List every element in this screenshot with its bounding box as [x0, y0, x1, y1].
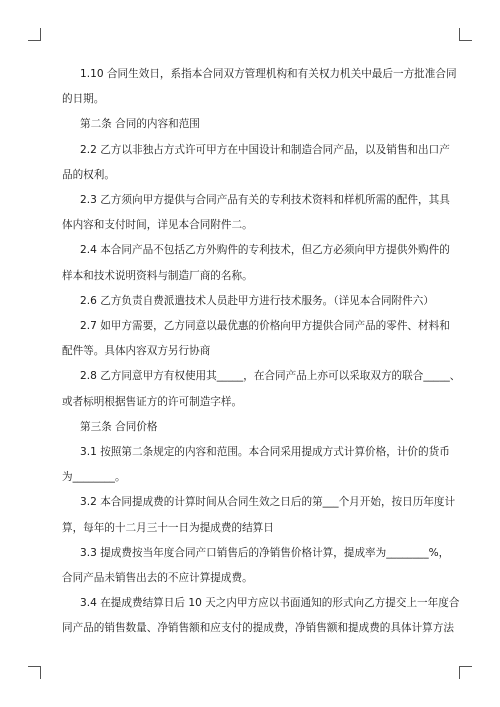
crop-mark-bottom-right	[459, 666, 472, 679]
text-line: 合同产品未销售出去的不应计算提成费。	[62, 572, 253, 585]
text-line: 2.8 乙方同意甲方有权使用其_____，在合同产品上亦可以采取双方的联合_____、	[80, 370, 461, 383]
text-line: 2.4 本合同产品不包括乙方外购件的专利技术，但乙方必须向甲方提供外购件的	[80, 244, 450, 257]
text-line: 为________。	[62, 471, 126, 484]
text-line: 或者标明根据售证方的许可制造字样。	[62, 395, 243, 408]
text-line: 2.2 乙方以非独占方式许可甲方在中国设计和制造合同产品，以及销售和出口产	[80, 143, 450, 156]
crop-mark-bottom-left	[28, 666, 41, 679]
text-line: 3.2 本合同提成费的计算时间从合同生效之日后的第___个月开始，按日历年度计	[80, 496, 456, 509]
text-line: 3.3 提成费按当年度合同产口销售后的净销售价格计算，提成率为________%，	[80, 546, 450, 559]
crop-mark-top-right	[459, 28, 472, 41]
text-line: 2.3 乙方须向甲方提供与合同产品有关的专利技术资料和样机所需的配件，其具	[80, 194, 450, 207]
text-line: 2.6 乙方负责自费派遣技术人员赴甲方进行技术服务。（详见本合同附件六）	[80, 294, 434, 307]
text-line: 配件等。具体内容双方另行协商	[62, 345, 211, 358]
text-line: 3.1 按照第二条规定的内容和范围。本合同采用提成方式计算价格，计价的货币	[80, 446, 450, 459]
document-body	[62, 62, 461, 642]
text-line: 算，每年的十二月三十一日为提成费的结算日	[62, 521, 274, 534]
section-heading: 第三条 合同价格	[80, 420, 158, 433]
text-line: 同产品的销售数量、净销售额和应支付的提成费，净销售额和提成费的具体计算方法	[62, 622, 454, 635]
text-line: 2.7 如甲方需要，乙方同意以最优惠的价格向甲方提供合同产品的零件、材料和	[80, 320, 450, 333]
text-line: 品的权利。	[62, 168, 115, 181]
text-line: 的日期。	[62, 93, 105, 106]
section-heading: 第二条 合同的内容和范围	[80, 118, 200, 131]
text-line: 体内容和支付时间，详见本合同附件二。	[62, 219, 253, 232]
text-line: 3.4 在提成费结算日后 10 天之内甲方应以书面通知的形式向乙方提交上一年度合	[80, 597, 460, 610]
text-line: 1.10 合同生效日，系指本合同双方管理机构和有关权力机关中最后一方批准合同	[80, 68, 457, 80]
crop-mark-top-left	[28, 28, 41, 41]
text-line: 样本和技术说明资料与制造厂商的名称。	[62, 269, 253, 282]
